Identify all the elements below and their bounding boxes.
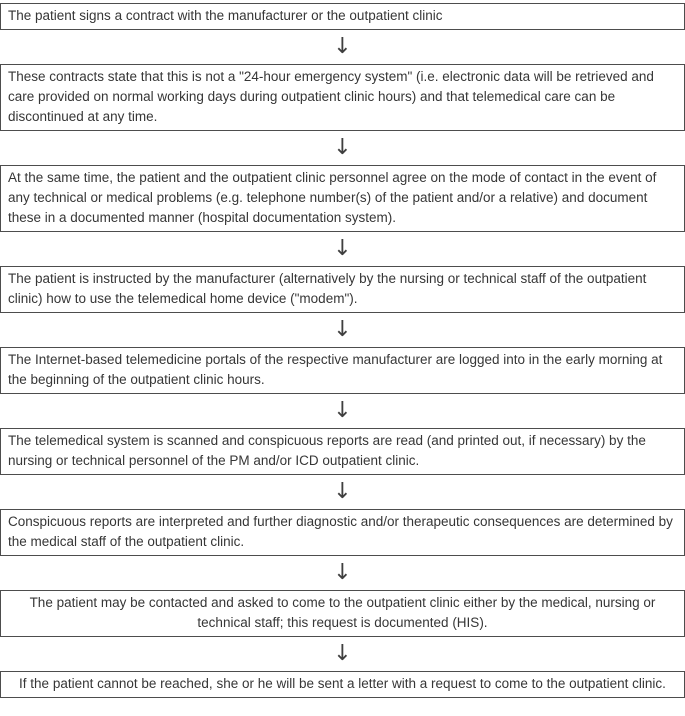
step-contract-terms: These contracts state that this is not a "24-hour emergency system" (i.e. electronic data will be retrieved and care provided on normal working days during outpatient clinic hours) and that telemedical care can be discontinued at any time. (0, 64, 685, 131)
down-arrow-icon: ↓ (333, 479, 352, 504)
down-arrow-icon: ↓ (333, 34, 352, 59)
down-arrow-icon: ↓ (333, 236, 352, 261)
step-device-instruction: The patient is instructed by the manufacturer (alternatively by the nursing or technical staff of the outpatient clinic) how to use the telemedical home device ("modem"). (0, 266, 685, 313)
down-arrow-icon: ↓ (333, 135, 352, 160)
step-system-scan: The telemedical system is scanned and conspicuous reports are read (and printed out, if necessary) by the nursing or technical personnel of the PM and/or ICD outpatient clinic. (0, 428, 685, 475)
down-arrow-icon: ↓ (333, 398, 352, 423)
step-contact-mode-agreement: At the same time, the patient and the outpatient clinic personnel agree on the mode of contact in the event of any technical or medical problems (e.g. telephone number(s) of the patient and/or a relative) and document these in a documented manner (hospital documentation system). (0, 165, 685, 232)
step-portal-login: The Internet-based telemedicine portals of the respective manufacturer are logged into in the early morning at the beginning of the outpatient clinic hours. (0, 347, 685, 394)
step-patient-contact: The patient may be contacted and asked to come to the outpatient clinic either by the medical, nursing or technical staff; this request is documented (HIS). (0, 590, 685, 637)
down-arrow-icon: ↓ (333, 317, 352, 342)
down-arrow-icon: ↓ (333, 560, 352, 585)
step-contract-signing: The patient signs a contract with the manufacturer or the outpatient clinic (0, 3, 685, 30)
down-arrow-icon: ↓ (333, 641, 352, 666)
step-letter-request: If the patient cannot be reached, she or he will be sent a letter with a request to come to the outpatient clinic. (0, 671, 685, 698)
step-report-interpretation: Conspicuous reports are interpreted and further diagnostic and/or therapeutic consequences are determined by the medical staff of the outpatient clinic. (0, 509, 685, 556)
